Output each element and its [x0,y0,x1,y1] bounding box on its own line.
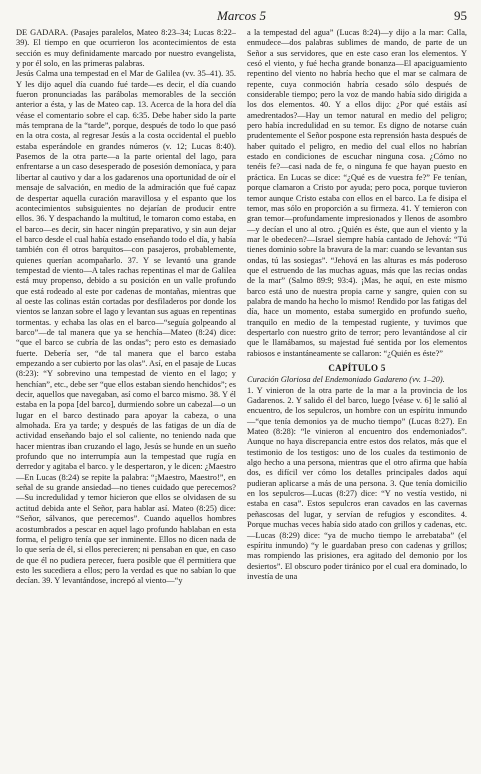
running-head: Marcos 5 [217,8,266,23]
chapter-heading: CAPÍTULO 5 [328,363,386,373]
left-paragraph-1: DE GADARA. (Pasajes paralelos, Mateo 8:23–34; Lucas 8:22–39). El tiempo en que ocurrieron los acontecimientos de esta sección es muy definidamente marcado por nuestro evangelista, y por él solo, en las primeras palabras. [16,28,236,69]
right-paragraph-1: a la tempestad del agua” (Lucas 8:24)—y dijo a la mar: Calla, enmudece—dos palabras sublimes de mando, de parte de un Señor a sus servidores, que en este caso eran los elementos. Y cesó el viento, y fué hecha grande bonanza—El apaciguamiento repentino del viento no habría hecho que el mar se calmara de repente, cuya conmoción habría cesado sólo después de considerable tiempo; pero la voz de mando había sido dirigida a los dos elementos. 40. Y a ellos dijo: ¿Por qué estáis así amedrentados?—Hay un temor natural en medio del peligro; pero había incredulidad en su temor. Es digno de notarse cuán prudentemente el Señor pospone esta reprensión hasta después de haber quitado el peligro, en medio del cual ellos no habrían estado en condiciones de escuchar ninguna cosa. ¿Cómo no tenéis fe?—casi nada de fe, o ninguna fe que hayan puesto en práctica. En Lucas se dice: “¿Qué es de vuestra fe?” Fe tenían, porque clamaron a Cristo por ayuda; pero poca, porque tuvieron temor aunque Cristo estaba con ellos en el barco. La fe disipa el temor, mas sólo en proporción a su firmeza. 41. Y temieron con gran temor—profundamente impresionados y llenos de asombro—y decían el uno al otro. ¿Quién es éste, que aun el viento y la mar le obedecen?—Israel siempre había cantado de Jehová: “Tú tienes dominio sobre la bravura de la mar: cuando se levantan sus ondas, tú las sosiegas”. “Jehová en las alturas es más poderoso que el estruendo de las muchas aguas, más que las recias ondas de la mar” (Salmo 89:9; 93:4). ¡Mas, he aquí, en este mismo barco está uno de nuestra propia carne y sangre, quien con su palabra de mando ha hecho lo mismo! Rendido por las fatigas del día, hace un momento, estaba sumergido en profundo sueño, tranquilo en medio de la tempestad rugiente, y tuvimos que despertarlo con nuestro grito de terror; pero levantándose al cir que le llamábamos, su majestad fué sentida por los elementos rabiosos e instantáneamente se callaron: “¿Quién es éste?” [247,28,468,358]
left-paragraph-2: Jesús Calma una tempestad en el Mar de Galilea (vv. 35–41). 35. Y les dijo aquel día cuando fué tarde—es decir, el día cuando fueron pronunciadas las parábolas memorables de la sección anterior a ésta, y las de Mateo cap. 13. Acerca de la hora del día véase el comentario sobre el cap. 6:35. Debe haber sido la parte más temprana de la “tarde”, porque, después de todo lo que pasó en la otra costa, al regresar Jesús a la costa occidental el pueblo estaba esperándole en grandes números (v. 12; Lucas 8:40). Pasemos de la otra parte—a la parte oriental del lago, para enfrentarse a un caso desesperado de posesión demoníaca, y para libertar al cautivo y dar a los gadarenos una oportunidad de oír el mensaje de salvación, en medio de la admiración que fué capaz de despertar aquella curación maravillosa y el espanto que los acontecimientos subsiguientes no dejarían de producir entre ellos. 36. Y despachando la multitud, le tomaron como estaba, en el barco—es decir, sin hacer ningún preparativo, y sin aun dejar el barco desde el cual había estado enseñando todo el día, y había también con él otros barquitos—con pasajeros, probablemente, quienes querían acompañarlo. 37. Y se levantó una grande tempestad de viento—A tales rachas repentinas el mar de Galilea está muy propenso, debido a su posición en un valle profundo que está rodeado al este por cadenas de montañas, mientras que al oeste las colinas están cortadas por desfiladeros por donde los vientos se lanzan sobre el lago y levantan sus aguas en repentinas tormentas. y echaba las olas en el barco—“seguía golpeando al barco”—de tal manera que ya se henchía—Mateo (8:24) dice: “que el barco se cubría de las ondas”; pero esto es demasiado fuerte. Debería ser, “de tal manera que el barco estaba empezando a ser cubierto por las olas”. Así, en el pasaje de Lucas (8:23): “Y sobrevino una tempestad de viento en el lago; y henchían”, etc., debe ser “que ellos estaban siendo henchidos”; es decir, aquellos que navegaban, así como el barco mismo. 38. Y él estaba en la popa [del barco], durmiendo sobre un cabezal—o un lugar en el barco destinado para apoyar la cabeza, o una almohada. Era ya tarde; y después de las fatigas de un día de actividad enseñando bajo el sol caliente, no teniendo nada que hacer mientras iban cruzando el lago, Jesús se hunde en un sueño profundo que no interrumpía aun la tempestad que rugía en derredor y agitaba el barco. y le despertaron, y le dicen: ¿Maestro—En Lucas (8:24) se repite la palabra: “¡Maestro, Maestro!”, en señal de su grande ansiedad—no tienes cuidado que perecemos?—Su incredulidad y temor hicieron que ellos se olvidasen de su actitud debida ante el Señor, para hablar así. Mateo (8:25) dice: “Señor, sálvanos, que perecemos”. Cuando aquellos hombres acostumbrados a pescar en aquel lago profundo hablaban en esta forma, el peligro tenía que ser inminente. Ellos no dicen nada de lo que sería de él, si ellos perecieren; ni pensaban en que, en caso de que él no pudiera perecer, fuera posible que él permitiera que esto les sucediera a ellos; pero la verdad es que no sabían lo que decían. 39. Y levantándose, increpó al viento—“y [16,69,236,586]
right-column [247,28,467,587]
page-number: 95 [454,8,467,23]
chapter-subheading: Curación Gloriosa del Endemoniado Gadareno (vv. 1–20). [247,375,445,385]
page-header [16,6,467,28]
left-column [16,28,236,587]
two-column-body [16,28,467,587]
right-paragraph-2: 1. Y vinieron de la otra parte de la mar a la provincia de los Gadarenos. 2. Y salido él del barco, luego [véase v. 6] le salió al encuentro, de los sepulcros, un hombre con un espíritu inmundo—“que tenía demonios ya de mucho tiempo” (Lucas 8:27). En Mateo (8:28): “le vinieron al encuentro dos endemoniados”. Aunque no haya discrepancia entre estos dos relatos, más que el testimonio de los testigos: uno de los cuales da testimonio de algo hecho a una persona, mientras que el otro afirma que había dos, es difícil ver cómo los detalles principales dados aquí pudieran aplicarse a más de una persona. 3. Que tenía domicilio en los sepulcros—Lucas (8:27) dice: “Y no vestía vestido, ni estaba en casa”. Estos sepulcros eran cavados en las cavernas peñascosas del lugar, y servían de refugios y escondites. 4. Porque muchas veces había sido atado con grillos y cadenas, etc.—Lucas (8:29) dice: “ya de mucho tiempo le arrebataba” (el espíritu inmundo) “y le guardaban preso con cadenas y grillos; mas rompiendo las prisiones, era agitado del demonio por los desiertos”. El obscuro poder tiránico por el cual era dominado, lo investía de una [247,385,467,581]
